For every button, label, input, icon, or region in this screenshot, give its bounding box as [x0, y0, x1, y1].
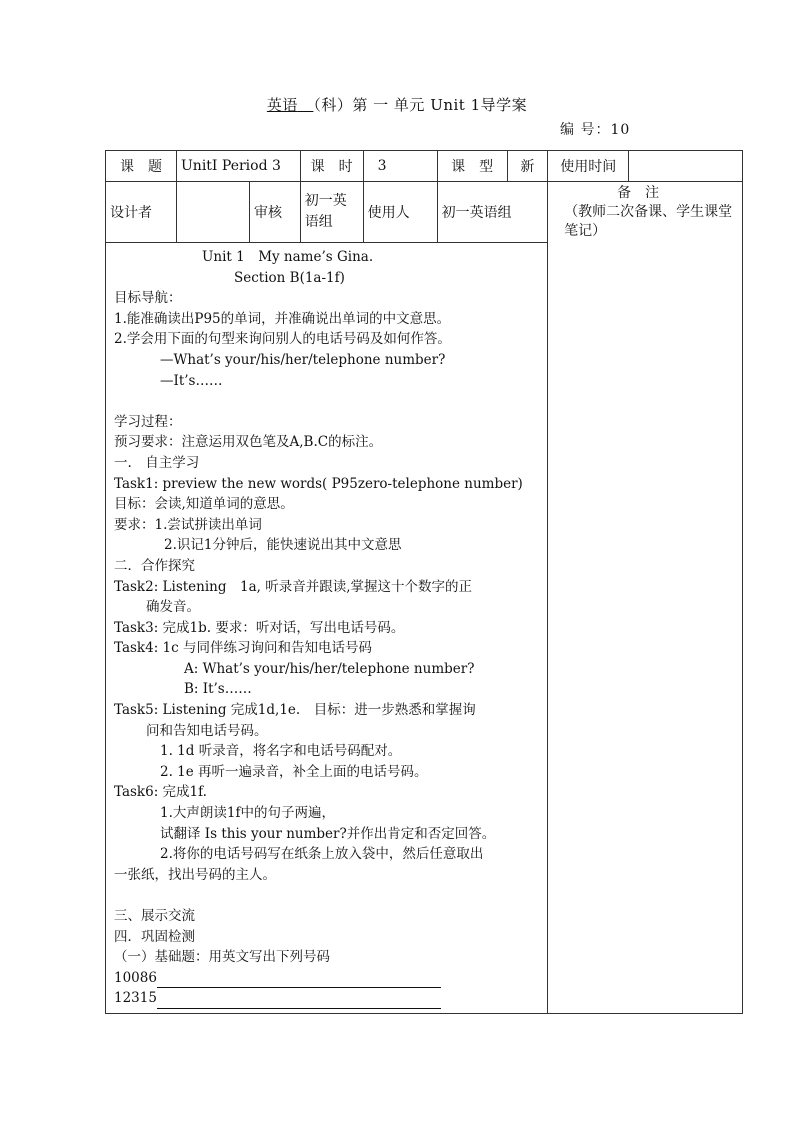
task-5-line-1: Task5: Listening 完成1d,1e. 目标：进一步熟悉和掌握询 [114, 702, 476, 719]
task-2-line-1: Task2: Listening 1a, 听录音并跟读,掌握这十个数字的正 [114, 578, 473, 595]
type-label: 课 型 [437, 151, 507, 182]
subject-underline-gap [298, 96, 314, 114]
task-6-step-2: 2.将你的电话号码写在纸条上放入袋中，然后任意取出 [160, 846, 484, 863]
preview-requirement: 预习要求：注意运用双色笔及A,B.C的标注。 [114, 434, 383, 451]
hours-value: 3 [363, 151, 437, 182]
use-time-value [629, 151, 743, 182]
goal-1: 1.能准确读出P95的单词，并准确说出单词的中文意思。 [114, 310, 451, 327]
task-2-line-2: 确发音。 [146, 599, 200, 616]
remark-column [548, 182, 743, 1014]
answer-blank-2[interactable] [157, 994, 441, 1009]
task-6: Task6: 完成1f. [114, 784, 207, 801]
part-3-heading: 三、展示交流 [114, 908, 195, 924]
task-1-goal: 目标：会读,知道单词的意思。 [114, 496, 294, 513]
reviewer-label: 审核 [250, 182, 301, 243]
section-title: Section B(1a-1f) [234, 269, 345, 286]
task-6-step-1-cont: 试翻译 Is this your number?并作出肯定和否定回答。 [160, 825, 496, 842]
task-6-step-1: 1.大声朗读1f中的句子两遍， [160, 805, 335, 822]
use-time-label: 使用时间 [548, 151, 629, 182]
info-row-2 [106, 182, 743, 243]
designer-value [177, 182, 250, 243]
task-4-a: A: What’s your/his/her/telephone number? [184, 660, 475, 677]
remark-note: （教师二次备课、学生课堂笔记） [564, 204, 733, 239]
spacer [114, 391, 541, 412]
user-value: 初一英语组 [437, 182, 548, 243]
hours-label: 课 时 [300, 151, 363, 182]
task-5-step-1: 1. 1d 听录音，将名字和电话号码配对。 [160, 743, 402, 760]
number-line-1 [114, 968, 541, 989]
task-1-req-2: 2.识记1分钟后，能快速说出其中文意思 [164, 537, 402, 554]
number-2: 12315 [114, 990, 157, 1007]
number-1: 10086 [114, 969, 157, 986]
topic-label: 课 题 [106, 151, 177, 182]
process-heading: 学习过程： [114, 413, 182, 430]
pattern-answer: —It’s…… [160, 372, 223, 389]
task-6-step-2-cont: 一张纸，找出号码的主人。 [114, 866, 276, 883]
study-content [106, 243, 548, 1014]
title-rest: （科）第 一 单元 Unit 1导学案 [313, 96, 528, 114]
basic-exercise: （一）基础题：用英文写出下列号码 [114, 949, 330, 966]
topic-value: UnitI Period 3 [177, 151, 301, 182]
user-label: 使用人 [363, 182, 437, 243]
subject-name: 英语 [266, 96, 298, 114]
serial-number: 编 号：10 [560, 122, 631, 138]
part-4-heading: 四．巩固检测 [114, 928, 195, 945]
unit-title: Unit 1 My name’s Gina. [202, 249, 374, 265]
spacer [114, 885, 541, 906]
remark-title: 备注 [617, 185, 674, 201]
task-3: Task3: 完成1b. 要求：听对话，写出电话号码。 [114, 619, 405, 636]
info-row-1 [106, 151, 743, 182]
task-4-b: B: It’s…… [184, 681, 252, 698]
part-1-heading: 一. 自主学习 [114, 454, 200, 471]
part-2-heading: 二．合作探究 [114, 557, 195, 574]
goals-heading: 目标导航： [114, 290, 182, 307]
reviewer-value: 初一英语组 [300, 182, 363, 243]
task-5-line-2: 问和告知电话号码。 [146, 722, 268, 739]
type-value: 新 [507, 151, 548, 182]
pattern-question: —What’s your/his/her/telephone number? [160, 351, 446, 368]
designer-label: 设计者 [106, 182, 177, 243]
task-4: Task4: 1c 与同伴练习询问和告知电话号码 [114, 640, 372, 657]
task-1-req-1: 要求：1.尝试拼读出单词 [114, 516, 262, 533]
goal-2: 2.学会用下面的句型来询问别人的电话号码及如何作答。 [114, 331, 451, 348]
number-line-2 [114, 988, 541, 1009]
answer-blank-1[interactable] [157, 973, 441, 988]
document-title [0, 94, 794, 115]
lesson-plan-table [105, 150, 743, 1014]
task-1: Task1: preview the new words( P95zero-telephone number) [114, 475, 523, 492]
task-5-step-2: 2. 1e 再听一遍录音，补全上面的电话号码。 [160, 763, 428, 780]
